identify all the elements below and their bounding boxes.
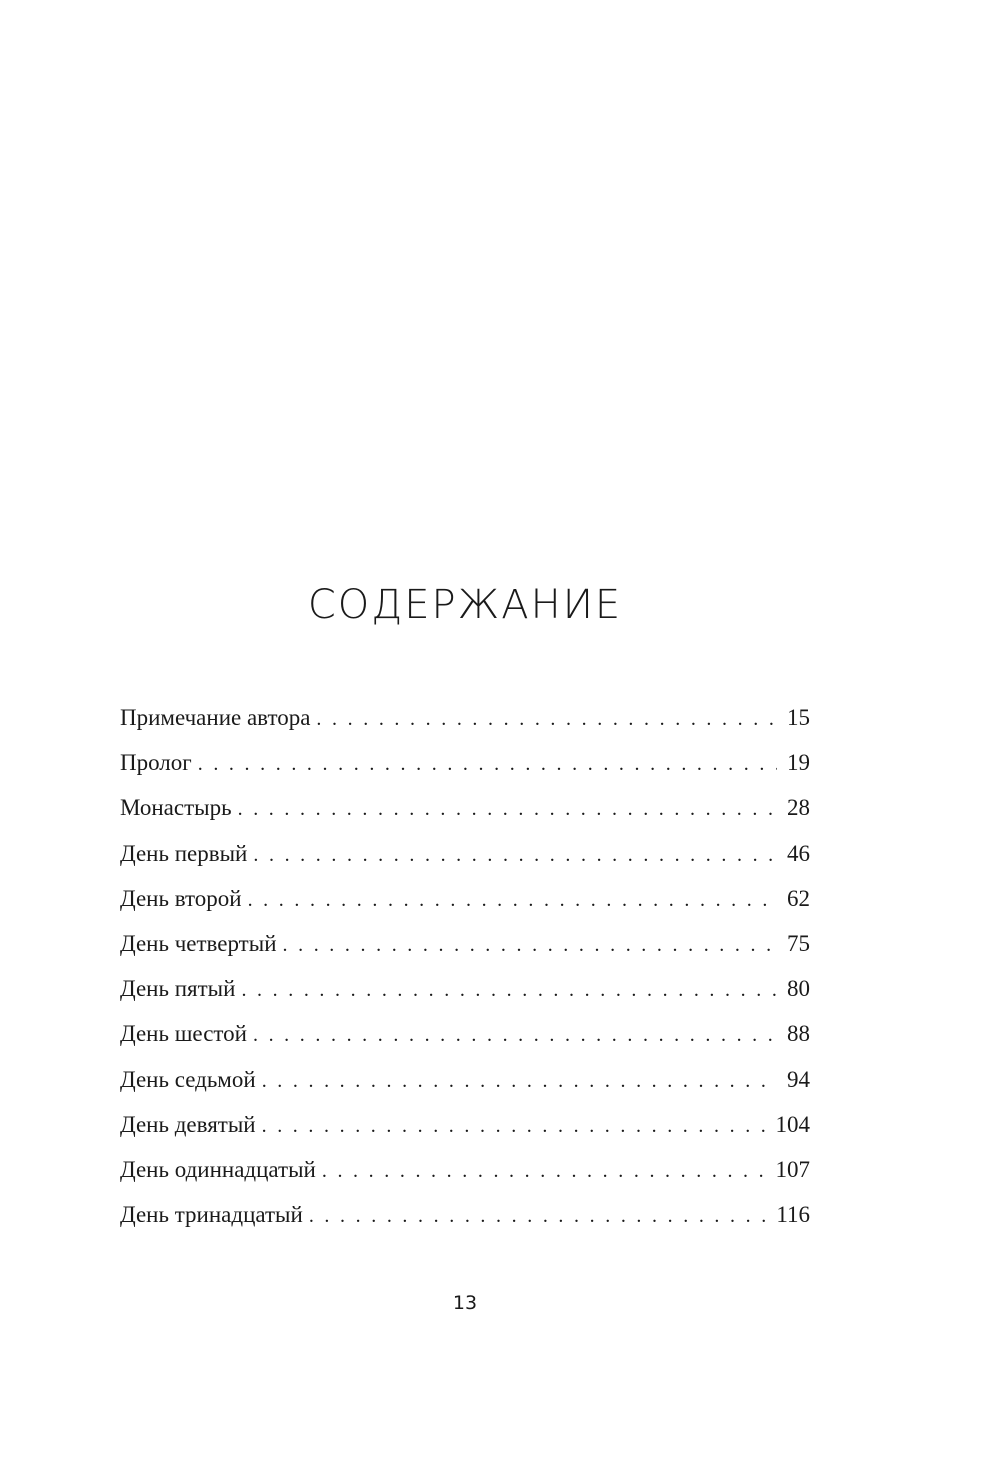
toc-dot-leader xyxy=(253,1013,777,1058)
toc-entry-title: Пролог xyxy=(120,750,192,776)
toc-entry[interactable] xyxy=(120,695,810,740)
toc-entry[interactable] xyxy=(120,831,810,876)
toc-entry-page: 88 xyxy=(787,1021,810,1047)
toc-entry[interactable] xyxy=(120,1057,810,1102)
toc-entry[interactable] xyxy=(120,966,810,1011)
toc-dot-leader xyxy=(248,878,777,923)
toc-dot-leader xyxy=(241,968,777,1013)
toc-entry-page: 62 xyxy=(787,885,810,911)
toc-dot-leader xyxy=(283,923,778,968)
toc-dot-leader xyxy=(238,787,777,832)
toc-entry-page: 116 xyxy=(776,1202,810,1228)
toc-entry[interactable] xyxy=(120,740,810,785)
toc-entry-page: 104 xyxy=(775,1111,810,1137)
toc-dot-leader xyxy=(262,1104,766,1149)
toc-entry-title: День седьмой xyxy=(120,1066,256,1092)
toc-entry[interactable] xyxy=(120,876,810,921)
toc-entry-title: День пятый xyxy=(120,976,236,1002)
toc-entry-title: Монастырь xyxy=(120,795,232,821)
page-title: СОДЕРЖАНИЕ xyxy=(307,581,623,628)
toc-dot-leader xyxy=(253,833,777,878)
toc-dot-leader xyxy=(316,697,777,742)
page-number: 13 xyxy=(452,1292,478,1314)
toc-entry-title: День одиннадцатый xyxy=(120,1156,316,1182)
toc-entry-page: 94 xyxy=(787,1066,810,1092)
toc-entry-page: 80 xyxy=(787,976,810,1002)
toc-entry[interactable] xyxy=(120,1192,810,1237)
toc-dot-leader xyxy=(322,1149,766,1194)
table-of-contents xyxy=(120,695,810,1237)
toc-entry[interactable] xyxy=(120,785,810,830)
toc-entry[interactable] xyxy=(120,1147,810,1192)
toc-entry-title: День первый xyxy=(120,840,248,866)
toc-entry-title: День девятый xyxy=(120,1111,256,1137)
toc-entry[interactable] xyxy=(120,1011,810,1056)
toc-entry-title: День четвертый xyxy=(120,930,277,956)
toc-entry-page: 28 xyxy=(787,795,810,821)
toc-entry-page: 107 xyxy=(775,1156,810,1182)
toc-entry-title: День тринадцатый xyxy=(120,1202,303,1228)
toc-entry-page: 19 xyxy=(787,750,810,776)
toc-entry[interactable] xyxy=(120,921,810,966)
toc-entry-title: Примечание автора xyxy=(120,705,311,730)
toc-dot-leader xyxy=(262,1059,777,1104)
toc-dot-leader xyxy=(309,1194,767,1239)
toc-dot-leader xyxy=(198,742,777,787)
toc-entry-page: 46 xyxy=(787,840,810,866)
toc-entry-title: День второй xyxy=(120,885,242,911)
toc-entry-title: День шестой xyxy=(120,1021,247,1047)
toc-entry-page: 15 xyxy=(787,705,810,730)
toc-entry[interactable] xyxy=(120,1102,810,1147)
toc-entry-page: 75 xyxy=(787,930,810,956)
